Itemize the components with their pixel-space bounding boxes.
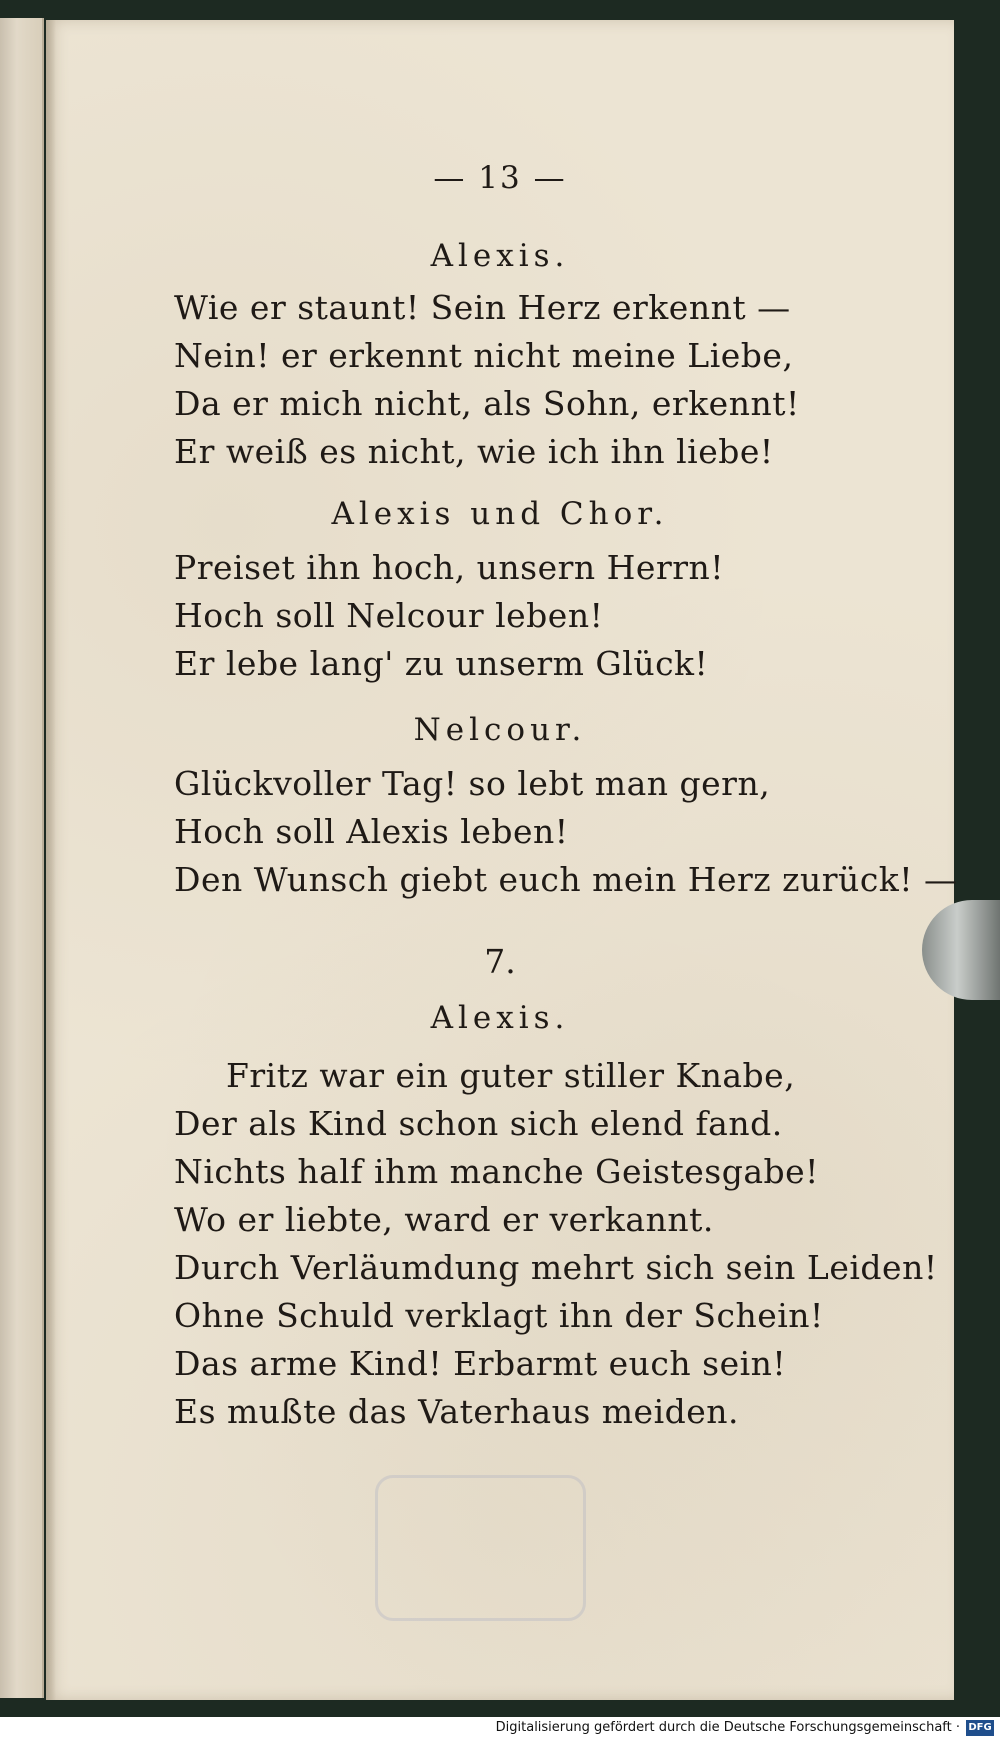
- verse-line: Den Wunsch giebt euch mein Herz zurück! —: [174, 860, 958, 899]
- verse-line: Er lebe lang' zu unserm Glück!: [174, 644, 709, 683]
- verse-line: Wie er staunt! Sein Herz erkennt —: [174, 288, 791, 327]
- dfg-logo: DFG: [966, 1720, 994, 1736]
- verse-line: Er weiß es nicht, wie ich ihn liebe!: [174, 432, 774, 471]
- verse-line: Es mußte das Vaterhaus meiden.: [174, 1392, 740, 1431]
- verse-line: Durch Verläumdung mehrt sich sein Leiden!: [174, 1248, 938, 1287]
- verse-line: Hoch soll Alexis leben!: [174, 812, 569, 851]
- verse-line: Nein! er erkennt nicht meine Liebe,: [174, 336, 794, 375]
- speaker-heading: Alexis.: [430, 1000, 570, 1036]
- number-heading: 7.: [484, 942, 516, 981]
- verse-line: Wo er liebte, ward er verkannt.: [174, 1200, 714, 1239]
- speaker-heading: Alexis und Chor.: [331, 496, 669, 532]
- verse-line: Nichts half ihm manche Geistesgabe!: [174, 1152, 819, 1191]
- verse-line: Der als Kind schon sich elend fand.: [174, 1104, 783, 1143]
- verse-line: Preiset ihn hoch, unsern Herrn!: [174, 548, 725, 587]
- verse-line: Glückvoller Tag! so lebt man gern,: [174, 764, 771, 803]
- speaker-heading: Alexis.: [430, 238, 570, 274]
- verse-line: Das arme Kind! Erbarmt euch sein!: [174, 1344, 787, 1383]
- speaker-heading: Nelcour.: [413, 712, 587, 748]
- page-number: — 13 —: [433, 160, 567, 196]
- verse-line: Ohne Schuld verklagt ihn der Schein!: [174, 1296, 824, 1335]
- funding-credit: Digitalisierung gefördert durch die Deutsche Forschungsgemeinschaft ·: [495, 1720, 960, 1735]
- verse-line: Fritz war ein guter stiller Knabe,: [226, 1056, 796, 1095]
- verse-line: Da er mich nicht, als Sohn, erkennt!: [174, 384, 800, 423]
- faded-library-stamp: [375, 1475, 586, 1621]
- verse-line: Hoch soll Nelcour leben!: [174, 596, 604, 635]
